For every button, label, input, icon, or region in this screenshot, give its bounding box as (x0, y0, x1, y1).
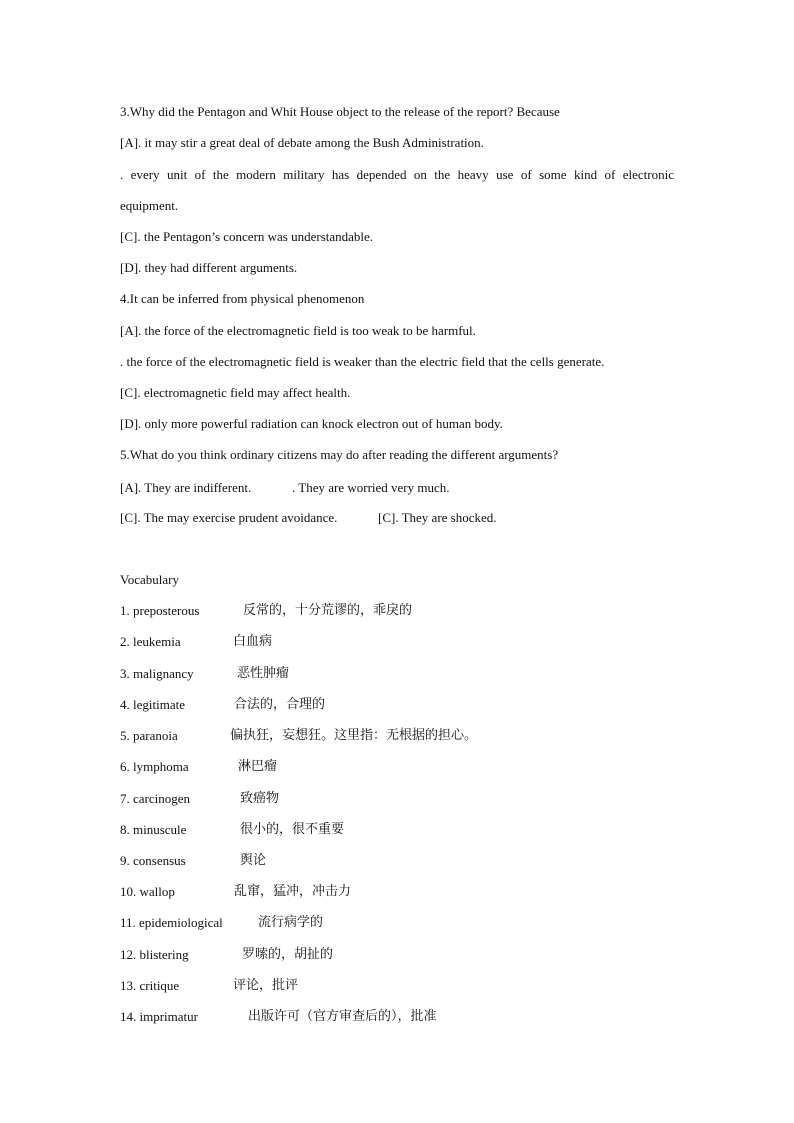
vocabulary-item (120, 603, 199, 619)
question-4-option-c: [C]. electromagnetic field may affect health. (120, 385, 351, 400)
vocabulary-term: 5. paranoia (120, 728, 178, 743)
question-5-option-a: [A]. They are indifferent. (120, 480, 252, 495)
vocabulary-definition: 恶性肿瘤 (237, 666, 290, 681)
vocabulary-term: 7. carcinogen (120, 791, 191, 806)
question-3-option-b-line1: . every unit of the modern military has depended on the heavy use of some kind of electronic (120, 167, 674, 182)
vocabulary-item (120, 853, 186, 869)
vocabulary-item (120, 666, 194, 682)
vocabulary-term: 6. lymphoma (120, 759, 189, 774)
vocabulary-item (120, 759, 189, 775)
vocabulary-definition: 乱窜，猛冲，冲击力 (234, 884, 352, 899)
vocabulary-item (120, 822, 186, 838)
vocabulary-term: 8. minuscule (120, 822, 187, 837)
vocabulary-definition: 舆论 (240, 853, 267, 868)
question-5-option-d: [C]. They are shocked. (378, 510, 497, 525)
vocabulary-term: 4. legitimate (120, 697, 185, 712)
vocabulary-term: 14. imprimatur (120, 1009, 198, 1024)
vocabulary-term: 9. consensus (120, 853, 186, 868)
question-3-option-c: [C]. the Pentagon’s concern was understandable. (120, 229, 374, 244)
vocabulary-term: 1. preposterous (120, 603, 200, 618)
vocabulary-heading: Vocabulary (120, 572, 179, 587)
vocabulary-definition: 致癌物 (240, 791, 280, 806)
question-4-option-a: [A]. the force of the electromagnetic field is too weak to be harmful. (120, 323, 476, 338)
question-3-option-a: [A]. it may stir a great deal of debate among the Bush Administration. (120, 135, 484, 150)
vocabulary-definition: 反常的，十分荒谬的，乖戾的 (243, 603, 413, 618)
question-5-option-c: [C]. The may exercise prudent avoidance. (120, 510, 338, 525)
vocabulary-definition: 出版许可（官方审查后的），批准 (248, 1009, 437, 1024)
question-5-option-b: . They are worried very much. (292, 480, 450, 495)
vocabulary-item (120, 947, 189, 963)
vocabulary-definition: 流行病学的 (258, 915, 324, 930)
vocabulary-term: 13. critique (120, 978, 180, 993)
question-5-options-row-1 (120, 480, 674, 496)
vocabulary-definition: 白血病 (233, 634, 273, 649)
question-3-stem: 3.Why did the Pentagon and Whit House object to the release of the report? Because (120, 104, 560, 119)
vocabulary-definition: 罗嗦的，胡扯的 (242, 947, 334, 962)
vocabulary-item (120, 915, 223, 931)
vocabulary-item (120, 791, 190, 807)
question-3-option-b-line2: equipment. (120, 198, 179, 213)
question-3-option-d: [D]. they had different arguments. (120, 260, 298, 275)
question-5-options-row-2 (120, 510, 674, 526)
vocabulary-item (120, 634, 181, 650)
vocabulary-definition: 很小的，很不重要 (240, 822, 345, 837)
question-4-option-b: . the force of the electromagnetic field is weaker than the electric field that the cells generate. (120, 354, 605, 369)
vocabulary-term: 3. malignancy (120, 666, 194, 681)
vocabulary-term: 11. epidemiological (120, 915, 223, 930)
question-4-option-d: [D]. only more powerful radiation can knock electron out of human body. (120, 416, 503, 431)
vocabulary-definition: 合法的，合理的 (234, 697, 326, 712)
vocabulary-item (120, 728, 178, 744)
vocabulary-term: 12. blistering (120, 947, 189, 962)
question-4-stem: 4.It can be inferred from physical phenomenon (120, 291, 365, 306)
vocabulary-definition: 淋巴瘤 (238, 759, 278, 774)
vocabulary-term: 2. leukemia (120, 634, 181, 649)
question-5-stem: 5.What do you think ordinary citizens may do after reading the different arguments? (120, 447, 559, 462)
vocabulary-item (120, 1009, 198, 1025)
vocabulary-item (120, 978, 179, 994)
vocabulary-definition: 偏执狂，妄想狂。这里指：无根据的担心。 (230, 728, 478, 743)
vocabulary-term: 10. wallop (120, 884, 175, 899)
vocabulary-item (120, 697, 185, 713)
vocabulary-definition: 评论，批评 (233, 978, 299, 993)
vocabulary-item (120, 884, 175, 900)
